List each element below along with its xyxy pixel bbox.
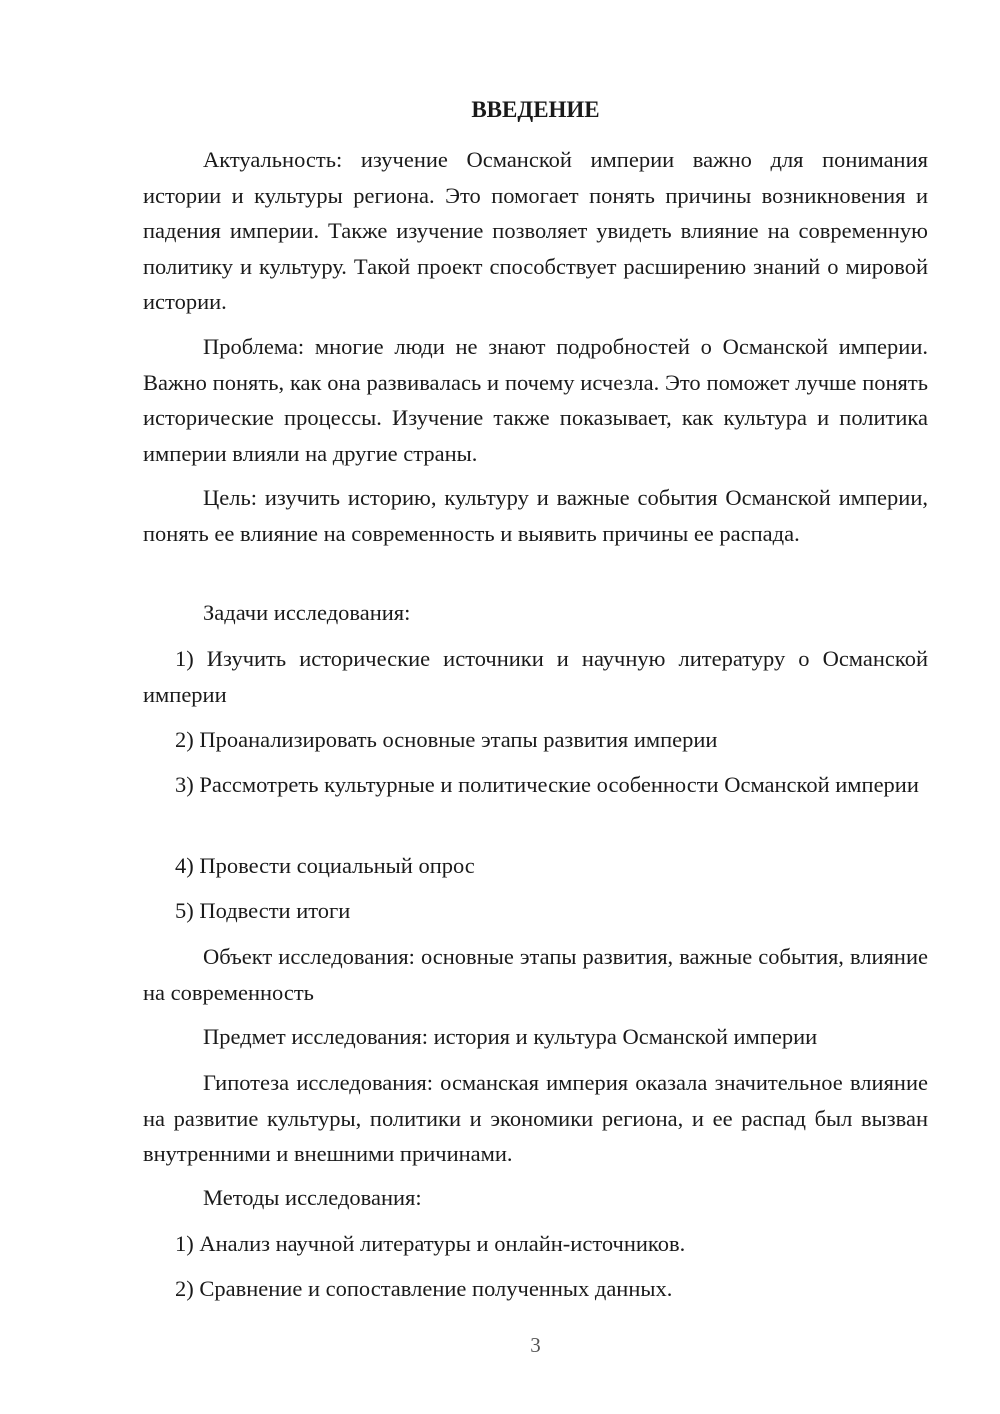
paragraph-problem: Проблема: многие люди не знают подробностей о Османской империи. Важно понять, как она развивалась и почему исчезла. Это поможет лучше понять исторические процессы. Изучение также показывает, как культура и политика империи влияли на другие страны. xyxy=(143,334,928,466)
paragraph-hypothesis: Гипотеза исследования: османская империя оказала значительное влияние на развитие культуры, политики и экономики региона, и ее распад был вызван внутренними и внешними причинами. xyxy=(143,1070,928,1166)
method-item-1: 1) Анализ научной литературы и онлайн-источников. xyxy=(175,1231,686,1256)
paragraph-goal: Цель: изучить историю, культуру и важные события Османской империи, понять ее влияние на современность и выявить причины ее распада. xyxy=(143,485,928,546)
method-item-2: 2) Сравнение и сопоставление полученных данных. xyxy=(175,1276,673,1301)
task-item-4: 4) Провести социальный опрос xyxy=(175,853,475,878)
paragraph-object: Объект исследования: основные этапы развития, важные события, влияние на современность xyxy=(143,944,928,1005)
task-item-3: 3) Рассмотреть культурные и политические особенности Османской империи xyxy=(175,772,919,797)
page-number: 3 xyxy=(530,1333,541,1357)
tasks-heading: Задачи исследования: xyxy=(203,600,411,625)
paragraph-relevance: Актуальность: изучение Османской империи важно для понимания истории и культуры региона. Это помогает понять причины возникновения и падения империи. Также изучение позволяет увидеть влияние на современную политику и культуру. Такой проект способствует расширению знаний о мировой истории. xyxy=(143,147,928,314)
methods-heading: Методы исследования: xyxy=(203,1185,422,1210)
task-item-2: 2) Проанализировать основные этапы развития империи xyxy=(175,727,718,752)
page-title: ВВЕДЕНИЕ xyxy=(471,97,600,122)
task-item-1: 1) Изучить исторические источники и научную литературу о Османской империи xyxy=(143,646,928,707)
task-item-5: 5) Подвести итоги xyxy=(175,898,351,923)
paragraph-subject: Предмет исследования: история и культура Османской империи xyxy=(203,1024,818,1049)
